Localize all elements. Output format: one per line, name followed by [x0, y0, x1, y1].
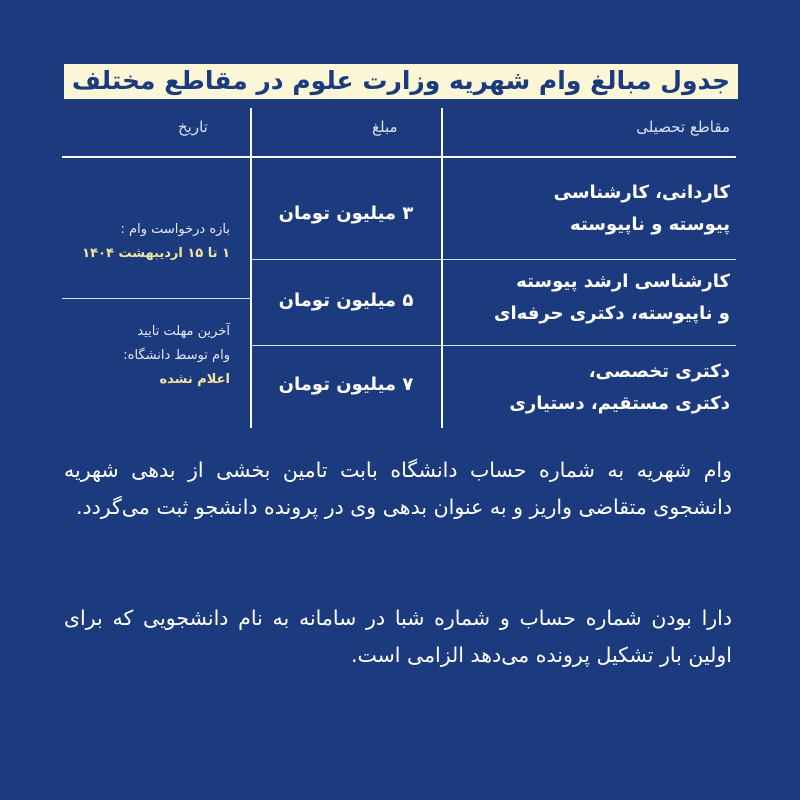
column-divider-left — [250, 108, 252, 428]
table-row-level: کارشناسی ارشد پیوسته و ناپیوسته، دکتری حرفه‌ای — [494, 271, 730, 324]
header-amount: مبلغ — [372, 118, 398, 136]
approval-deadline-value: اعلام نشده — [159, 372, 230, 387]
request-period-value: ۱ تا ۱۵ اردیبهشت ۱۴۰۴ — [82, 246, 230, 261]
table-row-amount: ۳ میلیون تومان — [278, 203, 414, 224]
header-date: تاریخ — [178, 118, 208, 136]
header-divider — [62, 156, 736, 158]
header-level: مقاطع تحصیلی — [636, 118, 730, 136]
paragraph-requirements: دارا بودن شماره حساب و شماره شبا در سامانه به نام دانشجویی که برای اولین بار تشکیل پرونده می‌دهد الزامی است. — [64, 606, 732, 667]
approval-deadline-label-2: وام توسط دانشگاه: — [123, 348, 230, 363]
title-banner — [64, 64, 738, 99]
table-row-level: کاردانی، کارشناسی پیوسته و ناپیوسته — [553, 182, 730, 235]
paragraph-loan-description: وام شهریه به شماره حساب دانشگاه بابت تامین بخشی از بدهی شهریه دانشجوی متقاضی واریز و به عنوان بدهی وی در پرونده دانشجو ثبت می‌گردد. — [64, 458, 732, 519]
page-title: جدول مبالغ وام شهریه وزارت علوم در مقاطع مختلف — [71, 66, 730, 95]
date-divider — [62, 298, 250, 299]
request-period — [60, 218, 230, 266]
approval-deadline-label-1: آخرین مهلت تایید — [137, 324, 230, 339]
table-row-amount: ۵ میلیون تومان — [278, 290, 414, 311]
column-divider-right — [441, 108, 443, 428]
table-row-level: دکتری تخصصی، دکتری مستقیم، دستیاری — [509, 361, 730, 414]
approval-deadline — [60, 320, 230, 392]
row-divider-2 — [252, 345, 736, 346]
row-divider-1 — [252, 259, 736, 260]
request-period-label: بازه درخواست وام : — [120, 222, 230, 237]
table-row-amount: ۷ میلیون تومان — [278, 374, 414, 395]
